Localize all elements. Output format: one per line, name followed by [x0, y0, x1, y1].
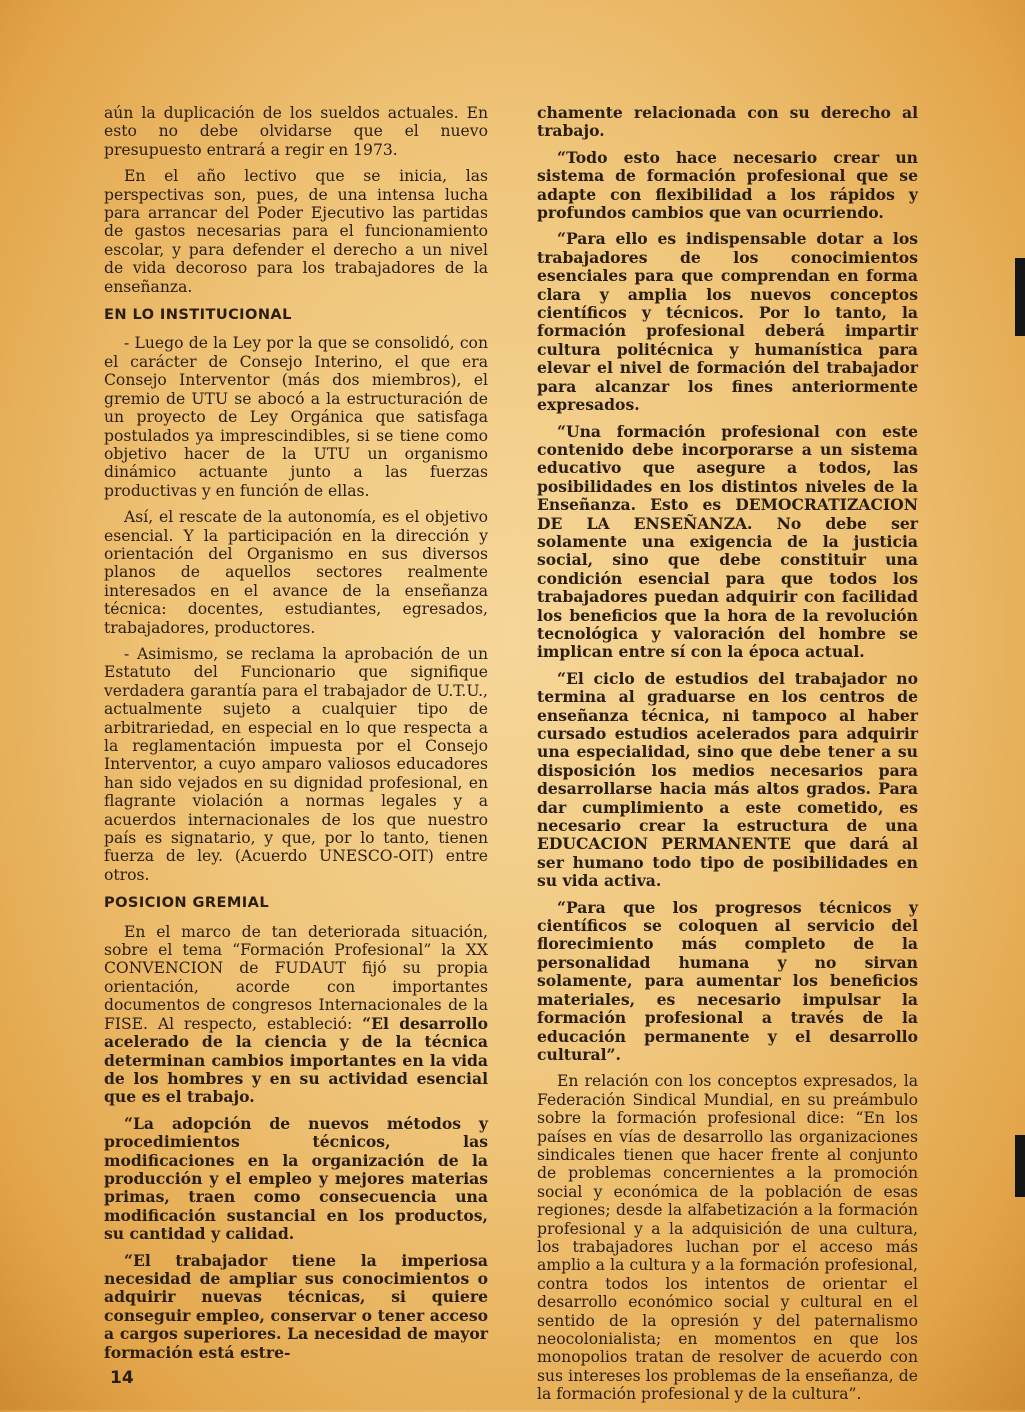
section-heading: POSICION GREMIAL [104, 894, 270, 912]
left-column [104, 104, 488, 1370]
quote-paragraph: “Para ello es indispensable dotar a los trabajadores de los conocimientos esenciales para que comprendan en forma clara y amplia los nuevos conceptos científicos y técnicos. Por lo tanto, la formación profesional deberá impartir cultura politécnica y humanística para elevar el nivel de formación del trabajador para alcanzar los fines anteriormente expresados. [537, 229, 918, 415]
section-heading: EN LO INSTITUCIONAL [104, 306, 292, 324]
paragraph: En relación con los conceptos expresados, la Federación Sindical Mundial, en su preámbulo sobre la formación profesional dice: “En los países en vías de desarrollo las organizaciones sindicales tienen que hacer frente al conjunto de problemas concernientes a la promoción social y económica de la población de esas regiones; desde la alfabetización a la formación profesional y a la adquisición de una cultura, los trabajadores luchan por el acceso más amplio a la cultura y a la formación profesional, contra todos los intentos de orientar el desarrollo económico social y cultural en el sentido de la opresión y del paternalismo neocolonialista; en momentos en que los monopolios tratan de resolver de acuerdo con sus intereses los problemas de la enseñanza, de la formación profesional y de la cultura”. [537, 1072, 918, 1404]
binding-edge-mark [1015, 1135, 1025, 1197]
paragraph [104, 923, 488, 1107]
quote-paragraph: “Para que los progresos técnicos y científicos se coloquen al servicio del florecimiento más completo de la personalidad humana y no sirvan solamente, para aumentar los beneficios materiales, es necesario impulsar la formación profesional a través de la educación permanente y el desarrollo cultural”. [537, 897, 918, 1064]
paragraph-text: En el marco de tan deteriorada situación, sobre el tema “Formación Profesional” la XX CONVENCION de FUDAUT fijó su propia orientación, acorde con importantes documentos de congresos Internacionales de la FISE. Al respecto, estableció: [104, 922, 488, 1033]
quote-paragraph: “Una formación profesional con este contenido debe incorporarse a un sistema educativo que asegure a todos, las posibilidades en los distintos niveles de la Enseñanza. Esto es DEMOCRATIZACION DE LA ENSEÑANZA. No debe ser solamente una exigencia de la justicia social, sino que debe constituir una condición esencial para que todos los trabajadores puedan adquirir con facilidad los beneficios que la hora de la revolución tecnológica y valoración del hombre se implican entre sí con la época actual. [537, 421, 918, 662]
paragraph: En el año lectivo que se inicia, las perspectivas son, pues, de una intensa lucha para arrancar del Poder Ejecutivo las partidas de gastos necesarias para el funcionamiento escolar, y para defender el derecho a un nivel de vida decoroso para los trabajadores de la enseñanza. [104, 167, 488, 296]
quote-paragraph: “El ciclo de estudios del trabajador no termina al graduarse en los centros de enseñanza técnica, ni tampoco al haber cursado estudios acelerados para adquirir una especialidad, sino que debe tener a su disposición los medios necesarios para desarrollarse hacia más altos grados. Para dar cumplimiento a este cometido, es necesario crear la estructura de una EDUCACION PERMANENTE que dará al ser humano todo tipo de posibilidades en su vida activa. [537, 668, 918, 891]
paragraph: aún la duplicación de los sueldos actuales. En esto no debe olvidarse que el nuevo presupuesto entrará a regir en 1973. [104, 104, 488, 159]
quote-start: “El desarrollo acelerado de la ciencia y de la técnica determinan cambios importantes en la vida de los hombres y en su actividad esencial que es el trabajo. [104, 1013, 488, 1107]
paragraph: - Luego de la Ley por la que se consolidó, con el carácter de Consejo Interino, el que era Consejo Interventor (más dos miembros), el gremio de UTU se abocó a la estructuración de un proyecto de Ley Orgánica que satisfaga postulados ya imprescindibles, si se tiene como objetivo hacer de la UTU un organismo dinámico actuante junto a las fuerzas productivas y en función de ellas. [104, 334, 488, 500]
paragraph: - Asimismo, se reclama la aprobación de un Estatuto del Funcionario que signifique verdadera garantía para el trabajador de U.T.U., actualmente sujeto a cualquier tipo de arbitrariedad, en especial en lo que respecta a la reglamentación impuesta por el Consejo Interventor, a cuyo amparo valiosos educadores han sido vejados en su dignidad profesional, en flagrante violación a normas legales y a acuerdos internacionales de los que nuestro país es signatario, y que, por lo tanto, tienen fuerza de ley. (Acuerdo UNESCO-OIT) entre otros. [104, 644, 488, 884]
quote-paragraph: chamente relacionada con su derecho al trabajo. [537, 103, 918, 141]
page-number: 14 [110, 1368, 134, 1388]
binding-edge-mark [1015, 258, 1025, 336]
quote-paragraph: “Todo esto hace necesario crear un sistema de formación profesional que se adapte con flexibilidad a los rápidos y profundos cambios que van ocurriendo. [537, 147, 918, 223]
paragraph: Así, el rescate de la autonomía, es el objetivo esencial. Y la participación en la dirección y orientación del Organismo en sus diversos planos de aquellos sectores realmente interesados en el avance de la enseñanza técnica: docentes, estudiantes, egresados, trabajadores, productores. [104, 508, 488, 637]
quote-paragraph: “La adopción de nuevos métodos y procedimientos técnicos, las modificaciones en la organización de la producción y el empleo y mejores materias primas, traen como consecuencia una modificación sustancial en los productos, su cantidad y calidad. [104, 1113, 488, 1244]
right-column [537, 104, 918, 1412]
quote-paragraph: “El trabajador tiene la imperiosa necesidad de ampliar sus conocimientos o adquirir nuevas técnicas, si quiere conseguir empleo, conservar o tener acceso a cargos superiores. La necesidad de mayor formación está estre- [104, 1250, 488, 1362]
